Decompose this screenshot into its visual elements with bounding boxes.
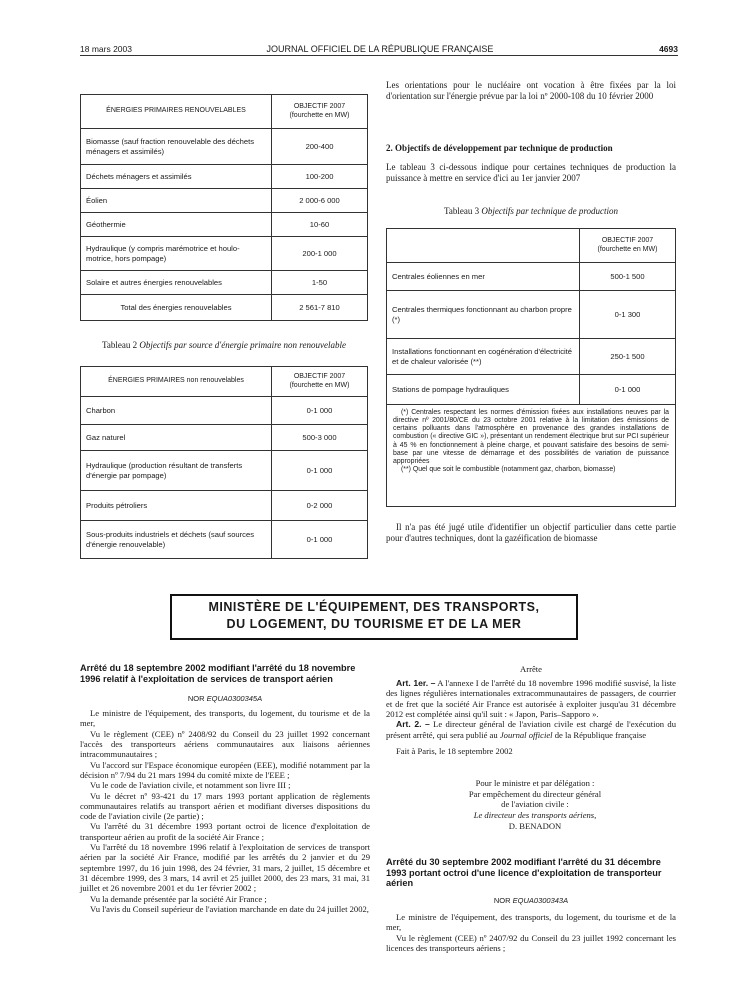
arrete1-article-1 <box>386 678 676 719</box>
table-row <box>81 165 368 189</box>
table3-note-2: (**) Quel que soit le combustible (notamment gaz, charbon, biomasse) <box>401 465 616 473</box>
table1-col2-header: OBJECTIF 2007 (fourchette en MW) <box>272 95 368 129</box>
table-renewable-energies <box>80 94 368 321</box>
arrete1-art2-label: Art. 2. – <box>396 719 430 730</box>
arrete1-paragraph: Le ministre de l'équipement, des transports, du logement, du tourisme et de la mer, <box>80 708 370 729</box>
table3-caption <box>386 206 676 217</box>
arrete1-sig-line: de l'aviation civile : <box>501 799 569 810</box>
arrete2-nor-code: EQUA0300343A <box>512 896 569 905</box>
table-non-renewable-energies <box>80 366 368 559</box>
table2-row-value: 0-2 000 <box>272 491 368 521</box>
table2-row-value: 500-3 000 <box>272 425 368 451</box>
arrete1-art2-text: Le directeur général de l'aviation civile est chargé de l'exécution du présent arrêté, qui sera publié au <box>386 719 676 740</box>
arrete1-signatory: D. BENADON <box>508 820 562 831</box>
section-heading-production-techniques: 2. Objectifs de développement par technique de production <box>386 143 613 153</box>
arrete1-paragraph: Vu l'arrêté du 18 novembre 1996 relatif à l'exploitation de services de transport aérien par la société Air France, modifié par les arrêtés du 2 janvier et du 29 septembre 1997, du 16 juin 1998, des 24 février, 31 mars, 2 juillet, 15 décembre et 31 décembre 1999, des 3 mars, 14 avril et 25 juillet 2000, des 23 mars, 31 mai, 31 juillet et 26 novembre 2001 et du 1er février 2002 ; <box>80 842 370 894</box>
arrete2-paragraph: Le ministre de l'équipement, des transports, du logement, du tourisme et de la mer, <box>386 912 676 933</box>
arrete1-article-2 <box>386 719 676 740</box>
table2-row-label: Charbon <box>81 397 272 425</box>
arrete1-art2-text-end: de la République française <box>554 729 647 740</box>
table2-caption-prefix: Tableau 2 <box>102 340 138 350</box>
header-date: 18 mars 2003 <box>80 44 132 54</box>
table3-intro-paragraph: Le tableau 3 ci-dessous indique pour certaines techniques de production la puissance à mettre en service d'ici au 1er janvier 2007 <box>386 162 676 183</box>
table3-row-value: 0-1 000 <box>580 375 676 405</box>
table2-row-label: Gaz naturel <box>81 425 272 451</box>
table2-row-label: Sous-produits industriels et déchets (sauf sources d'énergie renouvelable) <box>81 521 272 559</box>
arrete1-fait: Fait à Paris, le 18 septembre 2002 <box>396 745 513 756</box>
arrete1-paragraph: Vu l'accord sur l'Espace économique européen (EEE), modifié notamment par la décision nº 7/94 du 21 mars 1994 du comité mixte de l'EEE ; <box>80 759 370 780</box>
table2-col2-header: OBJECTIF 2007 (fourchette en MW) <box>272 367 368 397</box>
other-techniques-paragraph: Il n'a pas été jugé utile d'identifier un objectif particulier dans cette partie pour d'autres techniques, dont la gazéification de biomasse <box>386 522 676 543</box>
arrete1-nor-code: EQUA0300345A <box>206 694 263 703</box>
table-row <box>81 237 368 271</box>
ministry-heading-box <box>170 594 578 640</box>
arrete1-paragraph: Vu le règlement (CEE) nº 2408/92 du Conseil du 23 juillet 1992 concernant l'accès des transporteurs aériens communautaires aux liaisons aériennes intracommunautaires ; <box>80 728 370 760</box>
arrete1-title: Arrêté du 18 septembre 2002 modifiant l'arrêté du 18 novembre 1996 relatif à l'exploitation de services de transport aérien <box>80 663 356 684</box>
arrete1-signature-block <box>400 778 670 832</box>
table1-row-value: 1-50 <box>272 271 368 295</box>
arrete1-sig-line: Par empêchement du directeur général <box>468 788 602 799</box>
ministry-heading-line1: MINISTÈRE DE L'ÉQUIPEMENT, DES TRANSPORTS, <box>208 600 540 614</box>
arrete1-nor <box>80 694 370 703</box>
arrete1-sig-line: Le directeur des transports aériens, <box>473 810 597 821</box>
arrete1-articles <box>386 678 676 756</box>
ministry-heading-line2: DU LOGEMENT, DU TOURISME ET DE LA MER <box>226 616 522 631</box>
table1-row-value: 100-200 <box>272 165 368 189</box>
table-row <box>81 491 368 521</box>
table3-row-label: Centrales thermiques fonctionnant au charbon propre (*) <box>387 291 580 339</box>
table1-row-label: Solaire et autres énergies renouvelables <box>81 271 272 295</box>
arrete2-paragraph: Vu le règlement (CEE) nº 2407/92 du Conseil du 23 juillet 1992 concernant les licences des transporteurs aériens ; <box>386 932 676 953</box>
table-row <box>81 451 368 491</box>
arrete1-nor-prefix: NOR <box>187 694 205 703</box>
arrete2-title: Arrêté du 30 septembre 2002 modifiant l'arrêté du 31 décembre 1993 portant octroi d'une licence d'exploitation de transporteur aérien <box>386 857 662 889</box>
table3-notes-cell <box>387 405 676 507</box>
table-row <box>81 129 368 165</box>
table2-row-value: 0-1 000 <box>272 451 368 491</box>
table3-row-value: 500-1 500 <box>580 263 676 291</box>
table2-row-value: 0-1 000 <box>272 397 368 425</box>
table-row <box>81 425 368 451</box>
table-row <box>81 213 368 237</box>
table3-row-value: 0-1 300 <box>580 291 676 339</box>
table1-total-value: 2 561-7 810 <box>272 295 368 321</box>
table-row <box>81 397 368 425</box>
table3-col1-header-empty <box>387 229 580 263</box>
table2-caption-title: Objectifs par source d'énergie primaire non renouvelable <box>139 340 346 350</box>
table1-row-value: 2 000-6 000 <box>272 189 368 213</box>
table3-row-label: Stations de pompage hydrauliques <box>387 375 580 405</box>
arrete2-nor <box>386 896 676 905</box>
table1-row-label: Déchets ménagers et assimilés <box>81 165 272 189</box>
table2-row-value: 0-1 000 <box>272 521 368 559</box>
table1-row-label: Géothermie <box>81 213 272 237</box>
table3-caption-title: Objectifs par technique de production <box>481 206 618 216</box>
arrete1-paragraph: Vu l'arrêté du 31 décembre 1993 portant octroi de licence d'exploitation de transporteur aérien au profit de la société Air France ; <box>80 821 370 842</box>
table1-row-label: Biomasse (sauf fraction renouvelable des déchets ménagers et assimilés) <box>81 129 272 165</box>
table-row <box>387 263 676 291</box>
table1-row-value: 200-1 000 <box>272 237 368 271</box>
arrete1-art1-label: Art. 1er. – <box>396 678 436 688</box>
header-page-number: 4693 <box>659 44 678 54</box>
table3-caption-prefix: Tableau 3 <box>444 206 480 216</box>
table1-row-label: Éolien <box>81 189 272 213</box>
table-row <box>387 339 676 375</box>
table-row <box>81 189 368 213</box>
table3-row-label: Installations fonctionnant en cogénération d'électricité et de chaleur valorisée (**) <box>387 339 580 375</box>
header-journal-title: JOURNAL OFFICIEL DE LA RÉPUBLIQUE FRANÇAISE <box>266 44 494 54</box>
table-production-techniques <box>386 228 676 507</box>
table-row <box>81 271 368 295</box>
arrete2-nor-prefix: NOR <box>493 896 511 905</box>
table1-col1-header: ÉNERGIES PRIMAIRES RENOUVELABLES <box>81 95 272 129</box>
table3-row-value: 250-1 500 <box>580 339 676 375</box>
table1-row-label: Hydraulique (y compris marémotrice et houlo-motrice, hors pompage) <box>81 237 272 271</box>
arrete2-visas <box>386 912 676 953</box>
table2-caption <box>90 340 358 351</box>
table-row <box>81 521 368 559</box>
table2-row-label: Produits pétroliers <box>81 491 272 521</box>
table2-row-label: Hydraulique (production résultant de transferts d'énergie par pompage) <box>81 451 272 491</box>
table3-row-label: Centrales éoliennes en mer <box>387 263 580 291</box>
arrete1-paragraph: Vu le décret nº 93-421 du 17 mars 1993 portant application de règlements communautaires relatifs au transport aérien et modifiant diverses dispositions du code de l'aviation civile (2e partie) ; <box>80 790 370 822</box>
table1-row-value: 10-60 <box>272 213 368 237</box>
header-rule <box>80 55 678 56</box>
arrete1-sig-line: Pour le ministre et par délégation : <box>475 778 595 788</box>
arrete1-arrete-word: Arrête <box>520 664 542 674</box>
arrete1-visas <box>80 708 370 914</box>
table3-note-1: (*) Centrales respectant les normes d'émission fixées aux installations neuves par la directive nº 2001/80/CE du 23 octobre 2001 relative à la limitation des émissions de certains polluants dans l'atmosphère en provenance des grandes installations de combustion (« directive GIC »), présentant un rendement électrique brut sur PCI supérieur à 45 % en fonctionnement à pleine charge, et pouvant satisfaire des besoins de semi-base par une vitesse de démarrage et des possibilités de variation de puissance appropriées <box>393 409 669 465</box>
table1-total-label: Total des énergies renouvelables <box>81 295 272 321</box>
arrete1-paragraph: Vu l'avis du Conseil supérieur de l'aviation marchande en date du 24 juillet 2002, <box>90 903 369 914</box>
table-row <box>387 291 676 339</box>
table1-row-value: 200-400 <box>272 129 368 165</box>
nuclear-orientation-paragraph: Les orientations pour le nucléaire ont vocation à être fixées par la loi d'orientation sur l'énergie prévue par la loi nº 2000-108 du 10 février 2000 <box>386 80 676 101</box>
arrete1-paragraph: Vu le code de l'aviation civile, et notamment son livre III ; <box>90 780 291 791</box>
arrete1-paragraph: Vu la demande présentée par la société Air France ; <box>90 893 267 904</box>
arrete1-art1-text: A l'annexe I de l'arrêté du 18 novembre 1996 modifié susvisé, la liste des lignes régulières internationales extracommunautaires de passagers, de courrier et de fret que la société Air France est autorisée à exploiter jusqu'au 31 décembre 2012 est complétée ainsi qu'il suit : « Japon, Paris–Sapporo ». <box>386 678 677 719</box>
table-row <box>387 375 676 405</box>
arrete1-art2-journal: Journal officiel <box>499 729 553 740</box>
table3-col2-header: OBJECTIF 2007 (fourchette en MW) <box>580 229 676 263</box>
table-row-total <box>81 295 368 321</box>
table2-col1-header: ÉNERGIES PRIMAIRES non renouvelables <box>81 367 272 397</box>
